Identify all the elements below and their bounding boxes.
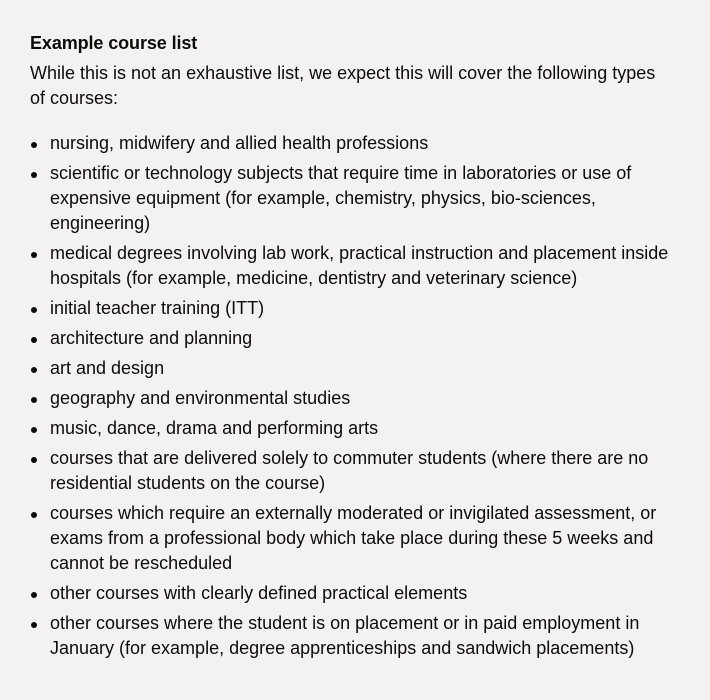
- bullet-icon: [31, 397, 37, 403]
- bullet-icon: [31, 457, 37, 463]
- bullet-icon: [31, 592, 37, 598]
- list-item-text: geography and environmental studies: [50, 388, 351, 408]
- list-item: [30, 296, 680, 321]
- bullet-icon: [31, 172, 37, 178]
- intro-text: While this is not an exhaustive list, we expect this will cover the following types of courses:: [30, 63, 656, 108]
- section-heading: Example course list: [30, 33, 198, 53]
- bullet-icon: [31, 367, 37, 373]
- list-item: [30, 446, 680, 496]
- course-list: [30, 131, 680, 661]
- list-item: [30, 241, 680, 291]
- list-item-text: nursing, midwifery and allied health professions: [50, 133, 429, 153]
- bullet-icon: [31, 622, 37, 628]
- list-item: [30, 416, 680, 441]
- list-item-text: music, dance, drama and performing arts: [50, 418, 379, 438]
- list-item-text: courses that are delivered solely to commuter students (where there are no residential students on the course): [50, 448, 649, 493]
- bullet-icon: [31, 252, 37, 258]
- list-item-text: scientific or technology subjects that require time in laboratories or use of expensive equipment (for example, chemistry, physics, bio-sciences, engineering): [50, 163, 632, 233]
- bullet-icon: [31, 512, 37, 518]
- list-item-text: other courses with clearly defined practical elements: [50, 583, 468, 603]
- list-item-text: art and design: [50, 358, 165, 378]
- list-item: [30, 501, 680, 576]
- bullet-icon: [31, 337, 37, 343]
- bullet-icon: [31, 307, 37, 313]
- list-item: [30, 161, 680, 236]
- bullet-icon: [31, 427, 37, 433]
- list-item: [30, 581, 680, 606]
- list-item-text: medical degrees involving lab work, practical instruction and placement inside hospitals (for example, medicine, dentistry and veterinary science): [50, 243, 669, 288]
- list-item-text: courses which require an externally moderated or invigilated assessment, or exams from a professional body which take place during these 5 weeks and cannot be rescheduled: [50, 503, 657, 573]
- list-item: [30, 386, 680, 411]
- bullet-icon: [31, 142, 37, 148]
- list-item: [30, 326, 680, 351]
- list-item-text: initial teacher training (ITT): [50, 298, 265, 318]
- list-item: [30, 131, 680, 156]
- list-item-text: architecture and planning: [50, 328, 253, 348]
- list-item: [30, 611, 680, 661]
- list-item-text: other courses where the student is on placement or in paid employment in January (for example, degree apprenticeships and sandwich placements): [50, 613, 640, 658]
- list-item: [30, 356, 680, 381]
